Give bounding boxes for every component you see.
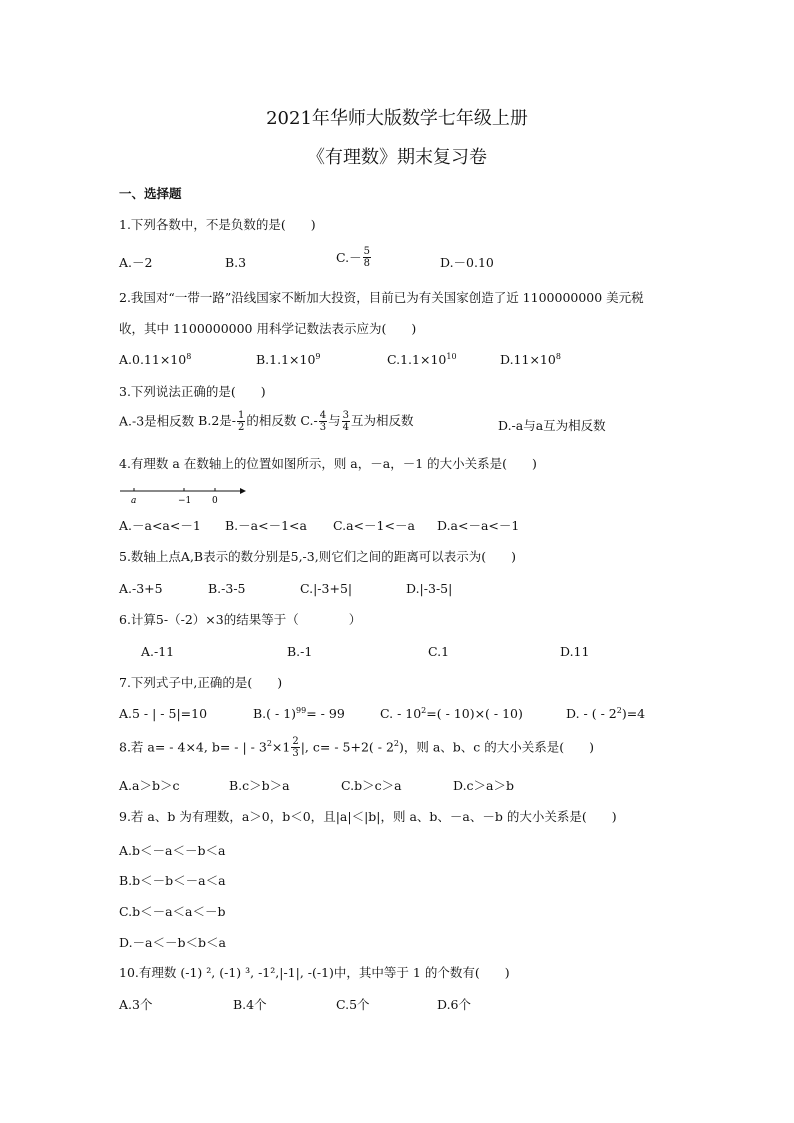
q8-stem-exp: 2 <box>266 738 272 748</box>
label-a: a <box>131 496 137 506</box>
q3-c-fraction1 <box>319 410 327 433</box>
q3-b-num: 1 <box>238 410 245 421</box>
q6-option-d: D.11 <box>560 644 590 659</box>
doc-title: 2021年华师大版数学七年级上册 <box>266 108 528 129</box>
q2-stem-line1: 2.我国对“一带一路”沿线国家不断加大投资，目前已为有关国家创造了近 1100000000 美元税 <box>119 290 644 305</box>
q3-c-den2: 4 <box>342 422 349 433</box>
q3-c-suffix: 互为相反数 <box>350 413 414 428</box>
section-heading: 一、选择题 <box>119 186 182 201</box>
q9-option-b: B.b＜－b＜－a＜a <box>119 873 226 888</box>
q3-b-prefix: B.2是- <box>198 413 237 428</box>
q2-d-exp: 8 <box>555 351 561 361</box>
q10-option-a: A.3个 <box>119 997 153 1012</box>
q3-options <box>119 410 414 433</box>
q8-option-d: D.c＞a＞b <box>453 778 515 793</box>
number-line-figure <box>118 484 248 506</box>
q3-b-suffix: 的相反数 <box>246 413 297 428</box>
doc-subtitle: 《有理数》期末复习卷 <box>307 147 487 168</box>
q3-c-prefix: C.- <box>300 413 318 428</box>
q2-stem-line2: 收，其中 1100000000 用科学记数法表示应为( ) <box>119 321 417 336</box>
q3-b-fraction <box>237 410 245 433</box>
q9-option-d: D.－a＜－b＜b＜a <box>119 935 226 950</box>
q8-option-c: C.b＞c＞a <box>341 778 402 793</box>
q3-c-num1: 4 <box>319 410 327 421</box>
q5-stem: 5.数轴上点A,B表示的数分别是5,-3,则它们之间的距离可以表示为( ) <box>119 549 516 564</box>
q8-stem <box>119 736 594 759</box>
q7-option-d <box>566 706 645 722</box>
q4-option-a: A.－a<a<－1 <box>119 518 201 533</box>
q3-c-num2: 3 <box>342 410 349 421</box>
q8-frac-num: 2 <box>292 736 299 747</box>
q6-option-b: B.-1 <box>287 644 313 659</box>
q7-b-post: = - 99 <box>306 706 345 721</box>
q7-option-a: A.5 - | - 5|=10 <box>119 706 208 721</box>
q6-stem: 6.计算5-（-2）×3的结果等于（ ） <box>119 612 362 627</box>
q1-option-c <box>336 246 372 269</box>
q3-stem: 3.下列说法正确的是( ) <box>119 384 266 399</box>
q9-option-a: A.b＜－a＜－b＜a <box>119 843 226 858</box>
q5-option-a: A.-3+5 <box>119 581 163 596</box>
q4-stem: 4.有理数 a 在数轴上的位置如图所示，则 a，－a，－1 的大小关系是( ) <box>119 456 537 471</box>
q5-option-d: D.|-3-5| <box>406 581 453 596</box>
q6-option-a: A.-11 <box>141 644 175 659</box>
q2-b-base: B.1.1×10 <box>256 352 316 367</box>
q8-option-b: B.c＞b＞a <box>229 778 290 793</box>
q2-c-exp: 10 <box>446 351 457 361</box>
q10-option-b: B.4个 <box>233 997 267 1012</box>
q7-b-pre: B.( - 1) <box>253 706 297 721</box>
q7-d-exp: 2 <box>616 705 622 715</box>
q8-stem-pre: 8.若 a= - 4×4, b= - | - 3 <box>119 739 267 755</box>
label-minus-one: −1 <box>178 496 192 506</box>
q6-option-c: C.1 <box>428 644 450 659</box>
q9-stem: 9.若 a、b 为有理数，a＞0，b＜0，且|a|＜|b|，则 a、b、－a、－b 的大小关系是( ) <box>119 809 617 824</box>
q1-frac-num: 5 <box>363 246 370 257</box>
q3-option-b <box>198 410 297 433</box>
q1-option-c-prefix: C.－ <box>336 249 362 265</box>
q8-fraction <box>291 736 299 759</box>
q1-option-b: B.3 <box>225 255 247 270</box>
q2-option-b <box>256 352 321 368</box>
q7-c-pre: C. - 10 <box>380 706 422 721</box>
q2-b-exp: 9 <box>315 351 321 361</box>
q2-d-base: D.11×10 <box>500 352 556 367</box>
q1-stem: 1.下列各数中，不是负数的是( ) <box>119 217 316 232</box>
q4-option-b: B.－a<－1<a <box>225 518 307 533</box>
q7-d-pre: D. - ( - 2 <box>566 706 617 721</box>
q2-option-c <box>387 352 457 368</box>
q9-option-c: C.b＜－a＜a＜－b <box>119 904 226 919</box>
q2-option-d <box>500 352 561 368</box>
q3-c-mid: 与 <box>328 413 341 428</box>
q7-c-post: =( - 10)×( - 10) <box>426 706 523 721</box>
q3-c-fraction2 <box>342 410 350 433</box>
q8-stem-post1: |, c= - 5+2( - 2 <box>300 739 394 755</box>
q8-option-a: A.a＞b＞c <box>119 778 180 793</box>
q7-c-exp: 2 <box>421 705 427 715</box>
q8-stem-post2: )，则 a、b、c 的大小关系是( ) <box>399 739 595 755</box>
q3-b-den: 2 <box>238 422 245 433</box>
q3-option-a: A.-3是相反数 <box>119 413 195 429</box>
q1-frac-den: 8 <box>363 258 370 269</box>
q2-a-base: A.0.11×10 <box>119 352 187 367</box>
q7-option-b <box>253 706 345 722</box>
q8-stem-exp2: 2 <box>393 738 399 748</box>
q4-option-c: C.a<－1<－a <box>333 518 415 533</box>
q3-c-den1: 3 <box>319 422 327 433</box>
q3-option-c <box>300 410 414 433</box>
q4-option-d: D.a<－a<－1 <box>437 518 520 533</box>
q7-stem: 7.下列式子中,正确的是( ) <box>119 675 283 690</box>
q5-option-b: B.-3-5 <box>208 581 246 596</box>
q2-c-base: C.1.1×10 <box>387 352 447 367</box>
q8-frac-den: 3 <box>292 748 299 759</box>
q8-stem-mid: ×1 <box>271 739 291 755</box>
number-line-arrow <box>240 488 246 494</box>
q10-option-d: D.6个 <box>437 997 472 1012</box>
q1-option-a: A.－2 <box>119 255 153 270</box>
q1-option-d: D.－0.10 <box>440 255 494 270</box>
label-zero: 0 <box>212 496 218 506</box>
q7-d-post: )=4 <box>621 706 646 721</box>
q10-option-c: C.5个 <box>336 997 370 1012</box>
q5-option-c: C.|-3+5| <box>300 581 353 596</box>
q1-fraction <box>363 246 371 269</box>
q3-option-d: D.-a与a互为相反数 <box>498 418 606 433</box>
q2-option-a <box>119 352 191 368</box>
q2-a-exp: 8 <box>186 351 192 361</box>
q7-b-exp: 99 <box>296 705 307 715</box>
q7-option-c <box>380 706 523 722</box>
q10-stem: 10.有理数 (-1) ², (-1) ³, -1²,|-1|, -(-1)中，其中等于 1 的个数有( ) <box>119 965 510 980</box>
